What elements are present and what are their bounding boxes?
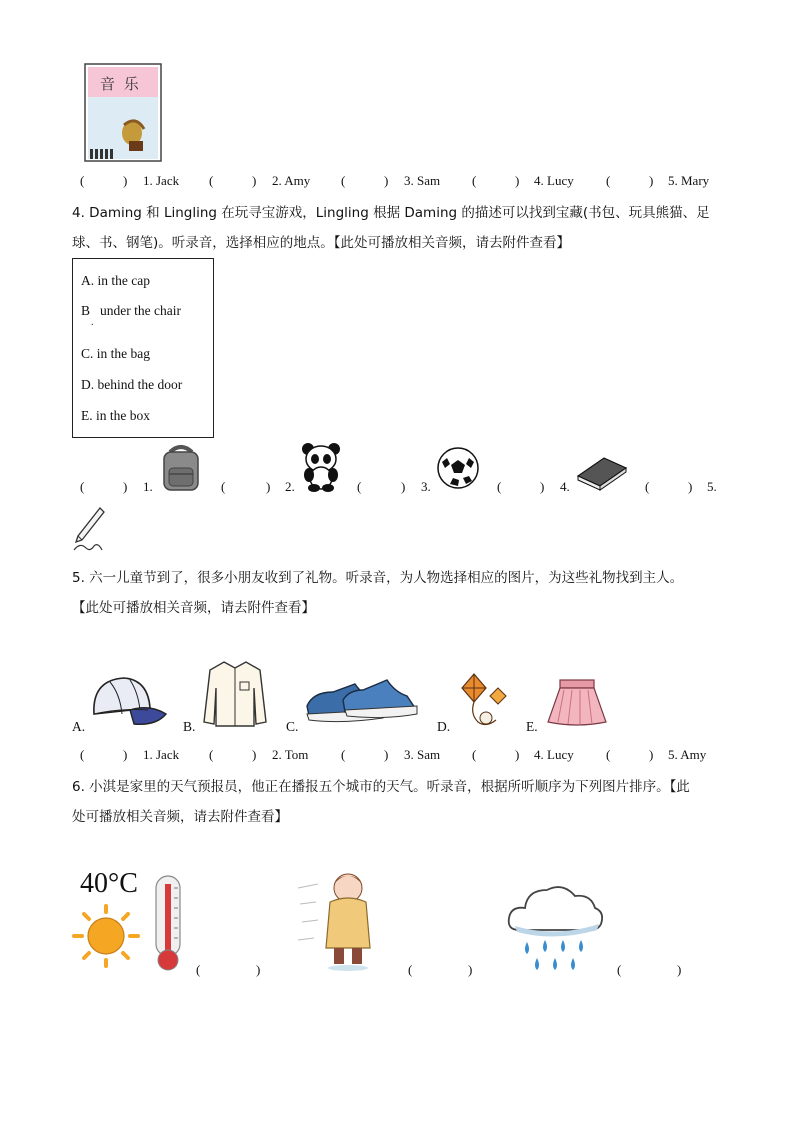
panda-icon — [300, 442, 342, 492]
q4-paren-close[interactable]: ) — [401, 479, 406, 494]
q4-prompt-line2: 球、书、钢笔)。听录音，选择相应的地点。【此处可播放相关音频，请去附件查看】 — [72, 235, 571, 251]
q4-paren-open[interactable]: ( — [221, 479, 226, 494]
q5-paren-close[interactable]: ) — [384, 747, 389, 762]
option-b-text: under the chair — [100, 303, 181, 318]
q3-paren-close[interactable]: ) — [252, 173, 257, 188]
q5-answer-lucy: 4. Lucy — [534, 747, 574, 762]
q3-paren-open[interactable]: ( — [341, 173, 346, 188]
q4-paren-close[interactable]: ) — [266, 479, 271, 494]
sun-icon — [70, 902, 146, 972]
option-a: A. in the cap — [81, 273, 150, 288]
q5-paren-open[interactable]: ( — [80, 747, 85, 762]
q5-letter-d: D. — [437, 719, 451, 734]
music-book-title: 音 乐 — [100, 75, 141, 93]
q4-prompt-line1: 4. Daming 和 Lingling 在玩寻宝游戏，Lingling 根据 Daming 的描述可以找到宝藏(书包、玩具熊猫、足 — [72, 205, 710, 221]
q4-item-2-label: 2. — [285, 479, 295, 494]
q5-paren-close[interactable]: ) — [515, 747, 520, 762]
q4-item-1-label: 1. — [143, 479, 153, 494]
q4-paren-open[interactable]: ( — [645, 479, 650, 494]
q3-label-mary: 5. Mary — [668, 173, 710, 188]
q5-paren-close[interactable]: ) — [649, 747, 654, 762]
q5-answer-jack: 1. Jack — [143, 747, 180, 762]
sneakers-icon — [303, 670, 423, 732]
q5-letter-b: B. — [183, 719, 196, 734]
option-c: C. in the bag — [81, 346, 150, 361]
q3-paren-close[interactable]: ) — [515, 173, 520, 188]
q4-paren-close[interactable]: ) — [540, 479, 545, 494]
q3-paren-open[interactable]: ( — [209, 173, 214, 188]
q3-paren-close[interactable]: ) — [123, 173, 128, 188]
q6-paren-close[interactable]: ) — [677, 962, 682, 977]
q6-paren-close[interactable]: ) — [256, 962, 261, 977]
q5-paren-open[interactable]: ( — [472, 747, 477, 762]
q5-letter-e: E. — [526, 719, 538, 734]
skirt-icon — [544, 678, 610, 728]
q3-paren-close[interactable]: ) — [384, 173, 389, 188]
q3-label-lucy: 4. Lucy — [534, 173, 574, 188]
q6-paren-open[interactable]: ( — [196, 962, 201, 977]
music-book-image — [84, 63, 162, 162]
q3-paren-open[interactable]: ( — [472, 173, 477, 188]
q5-paren-open[interactable]: ( — [341, 747, 346, 762]
q5-paren-close[interactable]: ) — [123, 747, 128, 762]
rain-cloud-icon — [505, 876, 605, 974]
q3-label-jack: 1. Jack — [143, 173, 180, 188]
q4-paren-open[interactable]: ( — [80, 479, 85, 494]
q5-answer-tom: 2. Tom — [272, 747, 309, 762]
q5-letter-a: A. — [72, 719, 86, 734]
q6-prompt-line1: 6. 小淇是家里的天气预报员，他正在播报五个城市的天气。听录音，根据所听顺序为下列图片排序。【此 — [72, 779, 690, 795]
q5-prompt-line1: 5. 六一儿童节到了，很多小朋友收到了礼物。听录音，为人物选择相应的图片，为这些礼物找到主人。 — [72, 570, 684, 586]
option-b-dot: . — [91, 317, 94, 328]
temperature-label: 40°C — [80, 868, 138, 899]
q4-item-4-label: 4. — [560, 479, 570, 494]
q6-paren-open[interactable]: ( — [617, 962, 622, 977]
q4-paren-open[interactable]: ( — [497, 479, 502, 494]
q6-paren-open[interactable]: ( — [408, 962, 413, 977]
thermometer-icon — [150, 874, 186, 974]
q3-paren-open[interactable]: ( — [80, 173, 85, 188]
kite-icon — [456, 670, 512, 730]
option-d: D. behind the door — [81, 377, 183, 392]
q3-paren-open[interactable]: ( — [606, 173, 611, 188]
q5-prompt-line2: 【此处可播放相关音频，请去附件查看】 — [72, 600, 315, 616]
schoolbag-icon — [156, 444, 206, 492]
pen-icon — [70, 504, 106, 554]
q5-paren-close[interactable]: ) — [252, 747, 257, 762]
football-icon — [436, 446, 480, 490]
q6-paren-close[interactable]: ) — [468, 962, 473, 977]
q3-paren-close[interactable]: ) — [649, 173, 654, 188]
q4-paren-open[interactable]: ( — [357, 479, 362, 494]
option-e: E. in the box — [81, 408, 150, 423]
q5-letter-c: C. — [286, 719, 299, 734]
book-icon — [574, 456, 628, 492]
option-b-letter: B — [81, 303, 91, 318]
q5-paren-open[interactable]: ( — [209, 747, 214, 762]
q4-options-box — [72, 258, 214, 438]
q5-paren-open[interactable]: ( — [606, 747, 611, 762]
q6-prompt-line2: 处可播放相关音频，请去附件查看】 — [72, 809, 288, 825]
q5-answer-amy: 5. Amy — [668, 747, 707, 762]
shirt-icon — [200, 658, 270, 728]
q4-paren-close[interactable]: ) — [123, 479, 128, 494]
cap-icon — [90, 674, 168, 732]
q3-label-sam: 3. Sam — [404, 173, 441, 188]
q3-label-amy: 2. Amy — [272, 173, 311, 188]
q4-paren-close[interactable]: ) — [688, 479, 693, 494]
q4-item-5-label: 5. — [707, 479, 717, 494]
q5-answer-sam: 3. Sam — [404, 747, 441, 762]
q4-item-3-label: 3. — [421, 479, 431, 494]
cold-windy-girl-icon — [296, 868, 382, 974]
